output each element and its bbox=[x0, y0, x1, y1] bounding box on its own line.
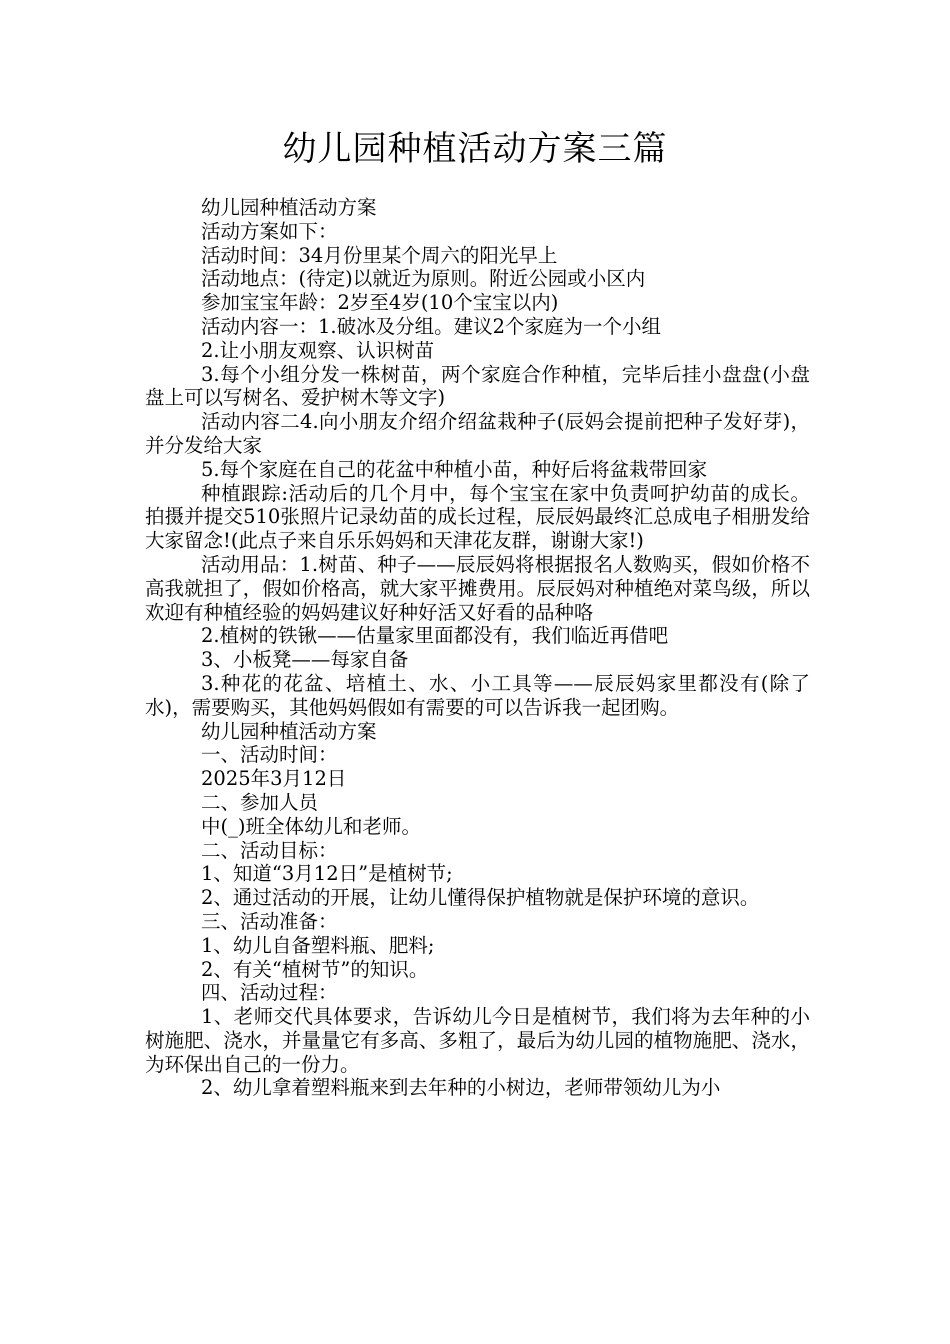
paragraph-baby-age: 参加宝宝年龄：2岁至4岁(10个宝宝以内) bbox=[201, 291, 559, 315]
paragraph-goal-1: 1、知道“3月12日”是植树节; bbox=[201, 862, 453, 886]
paragraph-group-planting: 3.每个小组分发一株树苗，两个家庭合作种植，完毕后挂小盘盘(小盘盘上可以写树名、爱护树木等文字) bbox=[145, 362, 810, 410]
paragraph-plan-heading-2: 幼儿园种植活动方案 bbox=[201, 719, 377, 743]
paragraph-date: 2025年3月12日 bbox=[201, 767, 347, 791]
document-title: 幼儿园种植活动方案三篇 bbox=[282, 129, 668, 169]
paragraph-process-2: 2、幼儿拿着塑料瓶来到去年种的小树边，老师带领幼儿为小 bbox=[201, 1076, 721, 1100]
paragraph-goal-2: 2、通过活动的开展，让幼儿懂得保护植物就是保护环境的意识。 bbox=[201, 886, 760, 910]
paragraph-tracking: 种植跟踪:活动后的几个月中，每个宝宝在家中负责呵护幼苗的成长。拍摄并提交510张照片记录幼苗的成长过程，辰辰妈最终汇总成电子相册发给大家留念!(此点子来自乐乐妈妈和天津花友群，谢谢大家!) bbox=[145, 481, 810, 553]
paragraph-activity-location: 活动地点：(待定)以就近为原则。附近公园或小区内 bbox=[201, 267, 646, 291]
paragraph-shovel: 2.植树的铁锹——估量家里面都没有，我们临近再借吧 bbox=[201, 624, 669, 648]
paragraph-process-1: 1、老师交代具体要求，告诉幼儿今日是植树节，我们将为去年种的小树施肥、浇水，并量量它有多高、多粗了，最后为幼儿园的植物施肥、浇水，为环保出自己的一份力。 bbox=[145, 1005, 810, 1076]
paragraph-plan-intro: 活动方案如下： bbox=[201, 219, 338, 243]
paragraph-section-preparation: 三、活动准备： bbox=[201, 909, 338, 933]
paragraph-activity-time: 活动时间：34月份里某个周六的阳光早上 bbox=[201, 243, 558, 267]
paragraph-supplies: 活动用品：1.树苗、种子——辰辰妈将根据报名人数购买，假如价格不高我就担了，假如价格高，就大家平摊费用。辰辰妈对种植绝对菜鸟级，所以欢迎有种植经验的妈妈建议好种好活又好看的品种咯 bbox=[145, 552, 810, 624]
paragraph-content-two: 活动内容二4.向小朋友介绍介绍盆栽种子(辰妈会提前把种子发好芽)，并分发给大家 bbox=[145, 410, 810, 457]
paragraph-plan-heading-1: 幼儿园种植活动方案 bbox=[201, 196, 377, 219]
paragraph-family-planting: 5.每个家庭在自己的花盆中种植小苗，种好后将盆栽带回家 bbox=[201, 457, 708, 481]
paragraph-section-process: 四、活动过程： bbox=[201, 981, 338, 1005]
paragraph-participants: 中(_)班全体幼儿和老师。 bbox=[201, 814, 421, 838]
paragraph-section-goals: 二、活动目标： bbox=[201, 838, 338, 862]
paragraph-observe-seedlings: 2.让小朋友观察、认识树苗 bbox=[201, 338, 435, 362]
paragraph-content-one: 活动内容一：1.破冰及分组。建议2个家庭为一个小组 bbox=[201, 314, 662, 338]
paragraph-prep-1: 1、幼儿自备塑料瓶、肥料; bbox=[201, 933, 435, 957]
paragraph-stool: 3、小板凳——每家自备 bbox=[201, 648, 409, 672]
paragraph-flower-pots: 3.种花的花盆、培植土、水、小工具等——辰辰妈家里都没有(除了水)，需要购买，其他妈妈假如有需要的可以告诉我一起团购。 bbox=[145, 671, 810, 719]
document-body bbox=[145, 196, 810, 1100]
paragraph-section-participants: 二、参加人员 bbox=[201, 790, 319, 814]
paragraph-section-time: 一、活动时间： bbox=[201, 743, 338, 767]
paragraph-prep-2: 2、有关“植树节”的知识。 bbox=[201, 957, 429, 981]
